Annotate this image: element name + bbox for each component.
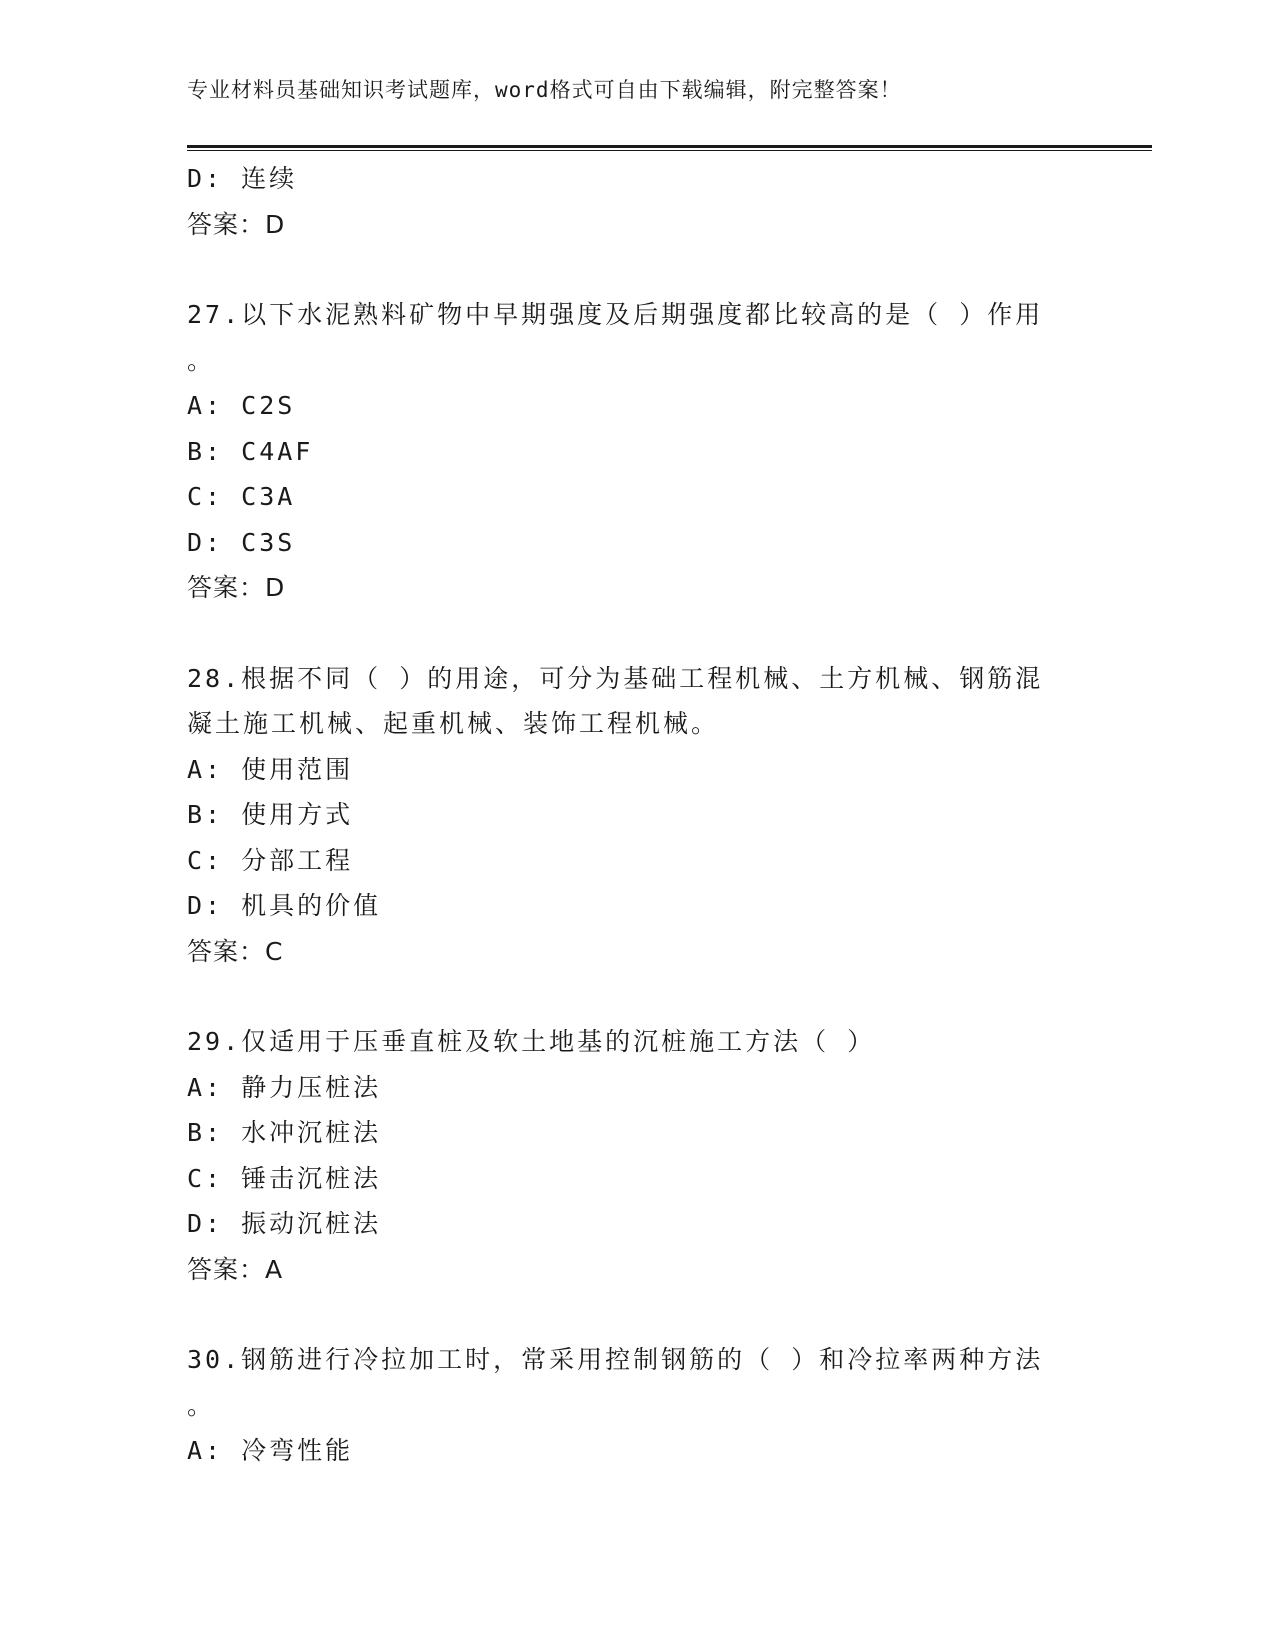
question-stem-continued: 。: [187, 1390, 216, 1420]
option-a: A: C2S: [187, 391, 296, 420]
option-a: A: 冷弯性能: [187, 1436, 354, 1465]
option-d: D: C3S: [187, 527, 296, 557]
question-block: [187, 292, 1087, 611]
option-c: C: 分部工程: [187, 845, 354, 875]
question-list: [187, 156, 1087, 1474]
question-stem: 27.以下水泥熟料矿物中早期强度及后期强度都比较高的是（ ）作用: [187, 300, 1044, 329]
answer-line: 答案：D: [187, 209, 286, 239]
question-block: [187, 1019, 1087, 1292]
question-block: [187, 656, 1087, 975]
header-rule-thin: [187, 150, 1152, 151]
question-block: [187, 1337, 1087, 1474]
option-d: D: 机具的价值: [187, 891, 382, 920]
question-stem-continued: 。: [187, 345, 216, 375]
option-c: C: C3A: [187, 482, 296, 511]
answer-line: 答案：A: [187, 1254, 284, 1284]
option-b: B: 使用方式: [187, 800, 354, 829]
question-stem: 29.仅适用于压垂直桩及软土地基的沉桩施工方法（ ）: [187, 1027, 876, 1056]
question-stem: 28.根据不同（ ）的用途，可分为基础工程机械、土方机械、钢筋混: [187, 663, 1044, 693]
option-d: D: 振动沉桩法: [187, 1209, 382, 1238]
answer-line: 答案：D: [187, 573, 286, 602]
question-stem: 30.钢筋进行冷拉加工时，常采用控制钢筋的（ ）和冷拉率两种方法: [187, 1345, 1044, 1374]
option-c: C: 锤击沉桩法: [187, 1163, 382, 1193]
header-rule-thick: [187, 145, 1152, 148]
option-a: A: 静力压桩法: [187, 1072, 382, 1102]
answer-line: 答案：C: [187, 936, 284, 966]
option-b: B: C4AF: [187, 436, 314, 466]
page-header: 专业材料员基础知识考试题库，word格式可自由下载编辑，附完整答案！: [187, 78, 902, 102]
option-b: B: 水冲沉桩法: [187, 1118, 382, 1147]
option-a: A: 使用范围: [187, 754, 354, 784]
question-stem-continued: 凝土施工机械、起重机械、装饰工程机械。: [187, 709, 720, 738]
option-d: D: 连续: [187, 164, 298, 193]
question-block: [187, 156, 1087, 247]
